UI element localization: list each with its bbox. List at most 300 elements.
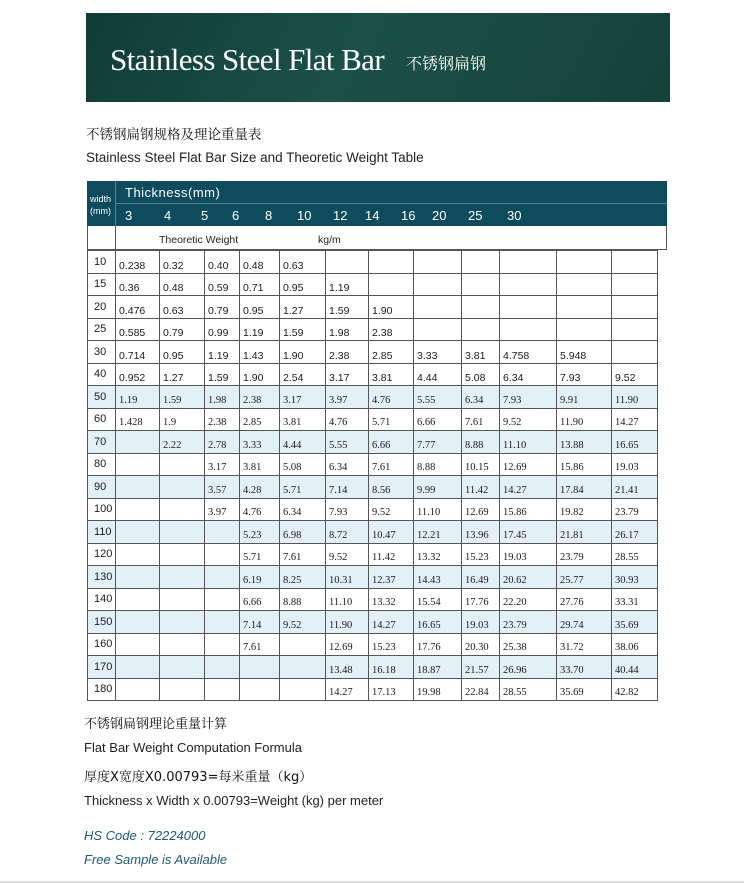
width-cell: 80 xyxy=(88,453,116,476)
weight-cell: 11.10 xyxy=(500,431,557,454)
weight-cell xyxy=(160,656,205,679)
weight-cell: 1.19 xyxy=(240,318,280,341)
weight-cell: 0.32 xyxy=(160,251,205,274)
thickness-value: 25 xyxy=(468,208,483,223)
weight-cell: 0.476 xyxy=(116,296,160,319)
weight-cell xyxy=(205,566,240,589)
weight-cell: 15.86 xyxy=(500,498,557,521)
weight-cell: 7.14 xyxy=(326,476,369,499)
weight-cell: 11.10 xyxy=(326,588,369,611)
formula-title-cn: 不锈钢扁钢理论重量计算 xyxy=(84,717,228,732)
weight-cell xyxy=(612,296,658,319)
weight-cell: 1.59 xyxy=(326,296,369,319)
weight-cell: 3.97 xyxy=(205,498,240,521)
weight-cell xyxy=(500,251,557,274)
width-cell: 40 xyxy=(88,363,116,386)
weight-cell xyxy=(500,318,557,341)
weight-cell: 0.585 xyxy=(116,318,160,341)
weight-cell xyxy=(612,318,658,341)
table-row xyxy=(88,363,658,386)
weight-cell: 14.27 xyxy=(369,611,414,634)
weight-cell: 3.33 xyxy=(414,341,462,364)
weight-cell xyxy=(116,611,160,634)
weight-cell: 4.44 xyxy=(280,431,326,454)
weight-cell: 3.17 xyxy=(326,363,369,386)
weight-cell: 17.76 xyxy=(414,633,462,656)
weight-cell xyxy=(205,611,240,634)
table-row xyxy=(88,251,658,274)
weight-cell: 0.48 xyxy=(160,273,205,296)
weight-cell: 5.08 xyxy=(280,453,326,476)
thickness-value: 10 xyxy=(297,208,312,223)
width-cell: 100 xyxy=(88,498,116,521)
weight-cell: 0.79 xyxy=(205,296,240,319)
weight-cell: 5.71 xyxy=(369,408,414,431)
weight-cell: 7.93 xyxy=(557,363,612,386)
weight-cell: 3.81 xyxy=(462,341,500,364)
weight-cell: 11.42 xyxy=(462,476,500,499)
unit-row xyxy=(87,226,667,250)
weight-cell: 1.19 xyxy=(116,386,160,409)
weight-cell: 6.19 xyxy=(240,566,280,589)
weight-cell: 13.88 xyxy=(557,431,612,454)
table-heading-cn: 不锈钢扁钢规格及理论重量表 xyxy=(86,127,262,143)
weight-cell xyxy=(557,251,612,274)
weight-cell: 1.59 xyxy=(205,363,240,386)
hs-code: HS Code : 72224000 xyxy=(84,828,206,843)
weight-cell: 2.22 xyxy=(160,431,205,454)
weight-cell: 15.23 xyxy=(369,633,414,656)
weight-cell: 6.34 xyxy=(280,498,326,521)
weight-cell: 0.36 xyxy=(116,273,160,296)
weight-cell xyxy=(205,656,240,679)
weight-cell xyxy=(205,588,240,611)
table-row xyxy=(88,498,658,521)
weight-cell xyxy=(205,543,240,566)
weight-cell: 23.79 xyxy=(557,543,612,566)
weight-cell: 2.38 xyxy=(369,318,414,341)
formula-expression-cn: 厚度X宽度X0.00793=每米重量（kg） xyxy=(84,770,313,785)
weight-cell xyxy=(557,273,612,296)
thickness-label: Thickness(mm) xyxy=(125,185,221,200)
theoretic-weight-label: Theoretic Weight xyxy=(159,234,239,246)
weight-cell: 15.23 xyxy=(462,543,500,566)
weight-cell: 38.06 xyxy=(612,633,658,656)
weight-cell: 16.18 xyxy=(369,656,414,679)
weight-cell: 12.21 xyxy=(414,521,462,544)
weight-cell: 11.90 xyxy=(612,386,658,409)
weight-cell: 4.44 xyxy=(414,363,462,386)
table-row xyxy=(88,453,658,476)
weight-cell: 1.59 xyxy=(280,318,326,341)
weight-cell: 5.08 xyxy=(462,363,500,386)
thickness-value: 3 xyxy=(125,208,133,223)
weight-cell xyxy=(160,678,205,701)
weight-cell: 7.61 xyxy=(240,633,280,656)
width-unit: (mm) xyxy=(90,206,111,216)
width-label: width xyxy=(90,194,112,204)
weight-cell: 12.69 xyxy=(462,498,500,521)
weight-cell: 18.87 xyxy=(414,656,462,679)
weight-cell: 0.63 xyxy=(160,296,205,319)
weight-cell xyxy=(116,633,160,656)
weight-cell xyxy=(612,341,658,364)
weight-cell: 0.95 xyxy=(240,296,280,319)
weight-cell xyxy=(280,656,326,679)
weight-cell: 4.758 xyxy=(500,341,557,364)
weight-cell xyxy=(116,678,160,701)
weight-cell xyxy=(500,273,557,296)
weight-cell xyxy=(116,476,160,499)
weight-cell: 42.82 xyxy=(612,678,658,701)
table-row xyxy=(88,656,658,679)
weight-cell: 0.59 xyxy=(205,273,240,296)
width-cell: 160 xyxy=(88,633,116,656)
width-cell: 30 xyxy=(88,341,116,364)
weight-cell: 19.03 xyxy=(462,611,500,634)
formula-title-en: Flat Bar Weight Computation Formula xyxy=(84,740,302,755)
weight-cell: 2.54 xyxy=(280,363,326,386)
weight-cell: 16.65 xyxy=(612,431,658,454)
weight-cell: 1.98 xyxy=(326,318,369,341)
weight-cell: 7.61 xyxy=(280,543,326,566)
weight-cell: 9.99 xyxy=(414,476,462,499)
weight-cell: 12.37 xyxy=(369,566,414,589)
weight-cell: 7.77 xyxy=(414,431,462,454)
weight-cell: 19.03 xyxy=(612,453,658,476)
weight-cell: 13.32 xyxy=(414,543,462,566)
weight-cell xyxy=(414,273,462,296)
width-cell: 20 xyxy=(88,296,116,319)
weight-cell: 11.90 xyxy=(326,611,369,634)
weight-cell: 7.14 xyxy=(240,611,280,634)
weight-cell: 33.31 xyxy=(612,588,658,611)
weight-cell xyxy=(500,296,557,319)
weight-cell xyxy=(116,431,160,454)
weight-cell: 0.48 xyxy=(240,251,280,274)
width-cell: 10 xyxy=(88,251,116,274)
weight-cell: 1.90 xyxy=(240,363,280,386)
weight-cell: 3.33 xyxy=(240,431,280,454)
weight-cell: 25.77 xyxy=(557,566,612,589)
table-row xyxy=(88,386,658,409)
weight-cell: 20.62 xyxy=(500,566,557,589)
weight-cell xyxy=(116,521,160,544)
weight-cell: 6.34 xyxy=(462,386,500,409)
weight-cell: 1.90 xyxy=(369,296,414,319)
weight-table xyxy=(87,250,658,701)
free-sample-note: Free Sample is Available xyxy=(84,852,228,867)
weight-cell: 28.55 xyxy=(500,678,557,701)
weight-cell: 2.38 xyxy=(326,341,369,364)
unit-row-divider xyxy=(115,226,116,249)
weight-cell: 14.27 xyxy=(612,408,658,431)
weight-cell xyxy=(462,296,500,319)
weight-cell: 35.69 xyxy=(612,611,658,634)
weight-cell xyxy=(462,318,500,341)
table-row xyxy=(88,588,658,611)
weight-cell: 0.71 xyxy=(240,273,280,296)
weight-cell xyxy=(369,273,414,296)
width-cell: 130 xyxy=(88,566,116,589)
weight-cell: 17.13 xyxy=(369,678,414,701)
table-row xyxy=(88,273,658,296)
weight-cell xyxy=(557,318,612,341)
weight-cell: 3.81 xyxy=(240,453,280,476)
table-row xyxy=(88,566,658,589)
weight-cell xyxy=(160,633,205,656)
weight-cell: 6.98 xyxy=(280,521,326,544)
weight-cell: 33.70 xyxy=(557,656,612,679)
weight-cell: 4.28 xyxy=(240,476,280,499)
weight-cell xyxy=(160,453,205,476)
width-cell: 170 xyxy=(88,656,116,679)
weight-cell: 21.81 xyxy=(557,521,612,544)
table-heading-en: Stainless Steel Flat Bar Size and Theoretic Weight Table xyxy=(86,150,424,165)
header-divider xyxy=(115,203,667,204)
weight-cell xyxy=(462,273,500,296)
width-cell: 15 xyxy=(88,273,116,296)
weight-cell: 10.31 xyxy=(326,566,369,589)
weight-cell: 5.55 xyxy=(414,386,462,409)
weight-cell: 30.93 xyxy=(612,566,658,589)
weight-cell: 13.96 xyxy=(462,521,500,544)
weight-cell: 5.71 xyxy=(240,543,280,566)
weight-cell xyxy=(414,318,462,341)
weight-cell xyxy=(160,566,205,589)
weight-cell: 0.95 xyxy=(160,341,205,364)
weight-cell: 19.03 xyxy=(500,543,557,566)
weight-cell: 9.52 xyxy=(326,543,369,566)
thickness-value: 5 xyxy=(201,208,209,223)
weight-cell: 3.17 xyxy=(205,453,240,476)
weight-cell: 9.91 xyxy=(557,386,612,409)
weight-cell xyxy=(462,251,500,274)
weight-cell xyxy=(280,678,326,701)
weight-cell: 9.52 xyxy=(612,363,658,386)
thickness-value: 4 xyxy=(164,208,172,223)
weight-cell: 13.48 xyxy=(326,656,369,679)
weight-cell: 16.49 xyxy=(462,566,500,589)
weight-cell: 1.428 xyxy=(116,408,160,431)
weight-cell: 9.52 xyxy=(500,408,557,431)
weight-cell: 1.43 xyxy=(240,341,280,364)
thickness-value: 12 xyxy=(333,208,348,223)
weight-cell xyxy=(116,543,160,566)
weight-cell: 6.66 xyxy=(369,431,414,454)
weight-cell: 28.55 xyxy=(612,543,658,566)
weight-cell: 6.66 xyxy=(240,588,280,611)
weight-cell xyxy=(240,656,280,679)
weight-cell: 10.47 xyxy=(369,521,414,544)
table-row xyxy=(88,341,658,364)
banner-title-cn: 不锈钢扁钢 xyxy=(406,54,487,73)
table-row xyxy=(88,633,658,656)
weight-cell: 12.69 xyxy=(500,453,557,476)
weight-cell xyxy=(414,251,462,274)
weight-cell xyxy=(116,453,160,476)
weight-cell xyxy=(205,678,240,701)
weight-cell xyxy=(160,611,205,634)
weight-cell: 17.45 xyxy=(500,521,557,544)
weight-cell: 1.19 xyxy=(326,273,369,296)
banner-title-en: Stainless Steel Flat Bar xyxy=(110,42,385,77)
weight-cell: 19.98 xyxy=(414,678,462,701)
table-row xyxy=(88,521,658,544)
weight-cell xyxy=(557,296,612,319)
thickness-value: 6 xyxy=(232,208,240,223)
weight-cell: 7.93 xyxy=(326,498,369,521)
weight-cell xyxy=(369,251,414,274)
weight-cell: 11.10 xyxy=(414,498,462,521)
weight-cell: 25.38 xyxy=(500,633,557,656)
weight-cell: 8.72 xyxy=(326,521,369,544)
unit-label: kg/m xyxy=(318,234,341,246)
weight-cell: 3.17 xyxy=(280,386,326,409)
weight-cell: 4.76 xyxy=(369,386,414,409)
formula-expression-en: Thickness x Width x 0.00793=Weight (kg) per meter xyxy=(84,793,384,808)
table-row xyxy=(88,611,658,634)
weight-cell: 6.66 xyxy=(414,408,462,431)
weight-cell: 23.79 xyxy=(500,611,557,634)
weight-cell: 4.76 xyxy=(326,408,369,431)
weight-cell: 7.93 xyxy=(500,386,557,409)
weight-cell: 8.56 xyxy=(369,476,414,499)
weight-cell: 15.86 xyxy=(557,453,612,476)
weight-cell: 0.99 xyxy=(205,318,240,341)
width-header xyxy=(90,193,111,217)
weight-cell: 19.82 xyxy=(557,498,612,521)
width-cell: 60 xyxy=(88,408,116,431)
weight-cell: 1.19 xyxy=(205,341,240,364)
weight-cell: 14.27 xyxy=(500,476,557,499)
table-row xyxy=(88,678,658,701)
weight-cell: 1.9 xyxy=(160,408,205,431)
weight-cell: 0.79 xyxy=(160,318,205,341)
weight-cell: 11.42 xyxy=(369,543,414,566)
weight-cell: 1.59 xyxy=(160,386,205,409)
weight-cell: 8.88 xyxy=(462,431,500,454)
weight-cell xyxy=(160,476,205,499)
weight-cell: 1.90 xyxy=(280,341,326,364)
width-cell: 110 xyxy=(88,521,116,544)
weight-cell xyxy=(205,521,240,544)
width-cell: 25 xyxy=(88,318,116,341)
weight-cell: 22.20 xyxy=(500,588,557,611)
weight-cell: 7.61 xyxy=(462,408,500,431)
weight-cell: 6.34 xyxy=(500,363,557,386)
weight-cell xyxy=(414,296,462,319)
weight-cell: 5.55 xyxy=(326,431,369,454)
thickness-value: 14 xyxy=(365,208,380,223)
weight-cell: 3.97 xyxy=(326,386,369,409)
weight-cell: 7.61 xyxy=(369,453,414,476)
table-row xyxy=(88,431,658,454)
weight-cell: 1.98 xyxy=(205,386,240,409)
weight-cell: 0.714 xyxy=(116,341,160,364)
thickness-value: 8 xyxy=(265,208,273,223)
width-cell: 90 xyxy=(88,476,116,499)
width-cell: 120 xyxy=(88,543,116,566)
weight-cell xyxy=(116,588,160,611)
width-cell: 50 xyxy=(88,386,116,409)
weight-cell: 2.85 xyxy=(369,341,414,364)
weight-cell: 14.43 xyxy=(414,566,462,589)
weight-cell xyxy=(240,678,280,701)
weight-cell: 4.76 xyxy=(240,498,280,521)
table-row xyxy=(88,318,658,341)
weight-cell: 40.44 xyxy=(612,656,658,679)
weight-cell: 26.17 xyxy=(612,521,658,544)
weight-cell xyxy=(326,251,369,274)
weight-cell: 21.57 xyxy=(462,656,500,679)
weight-cell: 5.23 xyxy=(240,521,280,544)
weight-cell xyxy=(205,633,240,656)
weight-cell: 15.54 xyxy=(414,588,462,611)
width-cell: 150 xyxy=(88,611,116,634)
thickness-value: 20 xyxy=(432,208,447,223)
weight-cell: 3.81 xyxy=(280,408,326,431)
weight-cell: 14.27 xyxy=(326,678,369,701)
weight-cell: 27.76 xyxy=(557,588,612,611)
weight-cell: 17.76 xyxy=(462,588,500,611)
weight-cell: 3.57 xyxy=(205,476,240,499)
title-banner xyxy=(86,13,670,102)
table-row xyxy=(88,408,658,431)
table-row xyxy=(88,296,658,319)
weight-cell: 20.30 xyxy=(462,633,500,656)
weight-cell: 10.15 xyxy=(462,453,500,476)
weight-cell xyxy=(160,498,205,521)
weight-cell: 17.84 xyxy=(557,476,612,499)
thickness-value: 16 xyxy=(401,208,416,223)
weight-cell: 0.95 xyxy=(280,273,326,296)
weight-cell: 13.32 xyxy=(369,588,414,611)
weight-cell: 2.78 xyxy=(205,431,240,454)
weight-cell xyxy=(160,588,205,611)
weight-cell xyxy=(116,498,160,521)
weight-cell: 2.85 xyxy=(240,408,280,431)
weight-cell: 35.69 xyxy=(557,678,612,701)
table-row xyxy=(88,476,658,499)
weight-cell xyxy=(612,273,658,296)
weight-cell xyxy=(160,543,205,566)
weight-cell: 12.69 xyxy=(326,633,369,656)
weight-cell: 5.71 xyxy=(280,476,326,499)
weight-cell xyxy=(612,251,658,274)
weight-cell xyxy=(280,633,326,656)
weight-cell: 16.65 xyxy=(414,611,462,634)
weight-cell: 29.74 xyxy=(557,611,612,634)
weight-cell xyxy=(116,656,160,679)
weight-cell: 31.72 xyxy=(557,633,612,656)
weight-cell: 8.88 xyxy=(280,588,326,611)
weight-cell: 11.90 xyxy=(557,408,612,431)
weight-cell xyxy=(160,521,205,544)
weight-cell: 0.238 xyxy=(116,251,160,274)
thickness-value: 30 xyxy=(507,208,522,223)
weight-cell: 0.63 xyxy=(280,251,326,274)
weight-cell: 1.27 xyxy=(280,296,326,319)
weight-cell: 22.84 xyxy=(462,678,500,701)
weight-cell: 21.41 xyxy=(612,476,658,499)
table-header xyxy=(87,181,667,226)
width-cell: 140 xyxy=(88,588,116,611)
table-row xyxy=(88,543,658,566)
weight-cell: 2.38 xyxy=(205,408,240,431)
weight-cell: 9.52 xyxy=(280,611,326,634)
weight-cell xyxy=(116,566,160,589)
